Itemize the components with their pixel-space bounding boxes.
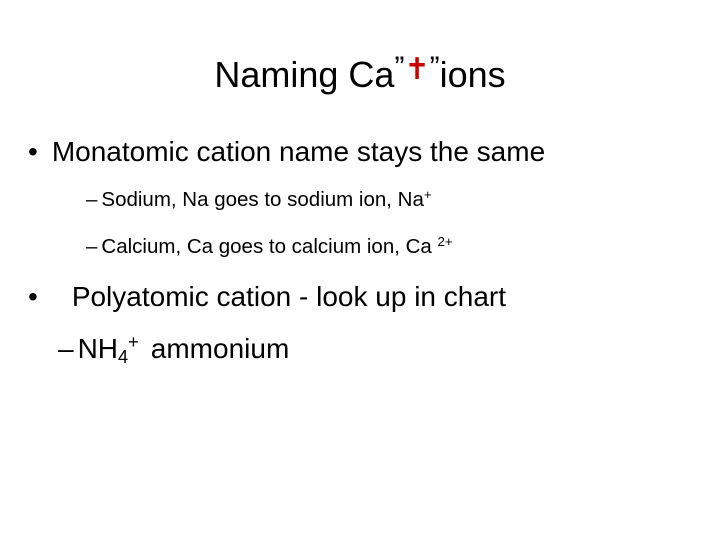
bullet-icon: •	[28, 281, 38, 312]
sub-item-calcium	[86, 232, 453, 262]
formula-subscript: 4	[118, 347, 129, 368]
dash-icon: –	[58, 333, 74, 364]
cross-symbol-icon: ✝	[404, 53, 430, 86]
dash-icon: –	[86, 235, 98, 258]
formula-text: NH	[77, 333, 119, 364]
bullet-monatomic	[28, 134, 545, 170]
bullet-polyatomic	[28, 279, 506, 315]
charge-superscript: +	[423, 186, 432, 202]
slide-title	[0, 44, 720, 99]
sub-item-text: ammonium	[150, 333, 290, 364]
title-quote-mark-left: ”	[394, 51, 405, 84]
sub-item-ammonium	[58, 331, 289, 367]
title-text-start: Naming Ca	[214, 54, 395, 95]
sub-item-text: Sodium, Na goes to sodium ion, Na	[101, 188, 424, 211]
sub-item-sodium	[86, 185, 432, 215]
bullet-text: Polyatomic cation - look up in chart	[71, 281, 507, 312]
sub-item-text: Calcium, Ca goes to calcium ion, Ca	[101, 235, 438, 258]
bullet-icon: •	[28, 136, 38, 167]
charge-superscript: 2+	[437, 233, 453, 249]
charge-superscript: +	[128, 332, 139, 352]
title-quote-mark-right: ”	[429, 51, 440, 84]
dash-icon: –	[86, 188, 98, 211]
bullet-text: Monatomic cation name stays the same	[51, 136, 546, 167]
title-text-end: ions	[439, 54, 506, 95]
